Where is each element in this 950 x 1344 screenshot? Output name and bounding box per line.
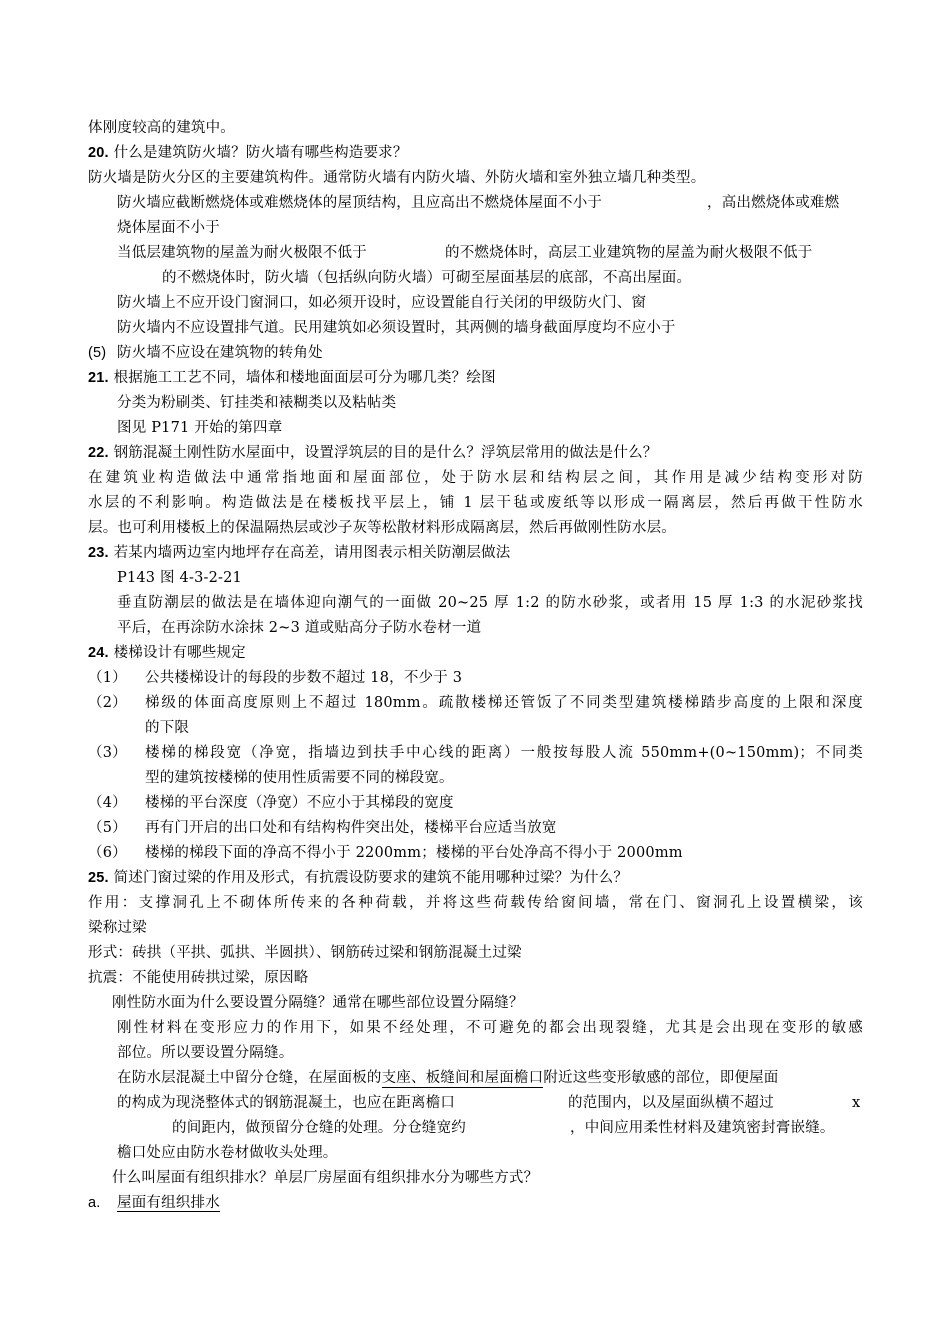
question-number: 21. (88, 370, 109, 386)
list-number: （4） (88, 795, 127, 811)
list-number (88, 1193, 101, 1213)
text-line: 防火墙上不应开设门窗洞口，如必须开设时，应设置能自行关闭的甲级防火门、窗 (117, 295, 647, 311)
list-number: (5) (88, 345, 107, 361)
text-line: 烧体屋面不小于 (117, 220, 220, 236)
text-line: 防火墙不应设在建筑物的转角处 (117, 345, 323, 361)
question-number: 20. (88, 145, 109, 161)
question-22 (88, 443, 657, 463)
list-number: （5） (88, 820, 127, 836)
list-item: 公共楼梯设计的每段的步数不超过 18，不少于 3 (145, 670, 463, 686)
text-segment: 在防水层混凝土中留分仓缝，在屋面板的 (117, 1070, 382, 1086)
list-item: 梯级的体面高度原则上不超过 180mm。疏散楼梯还管饭了不同类型建筑楼梯踏步高度的上限和深度 (145, 695, 863, 711)
list-number: （3） (88, 745, 127, 761)
text-line: 垂直防潮层的做法是在墙体迎向潮气的一面做 20~25 厚 1:2 的防水砂浆，或者用 15 厚 1:3 的水泥砂浆找 (117, 595, 863, 611)
question-24 (88, 643, 246, 663)
text-line: ，中间应用柔性材料及建筑密封膏嵌缝。 (570, 1120, 835, 1136)
question-number: 23. (88, 545, 109, 561)
question-text: 钢筋混凝土刚性防水屋面中，设置浮筑层的目的是什么？浮筑层常用的做法是什么？ (113, 445, 658, 461)
text-line: 体刚度较高的建筑中。 (88, 120, 235, 136)
question-number: 25. (88, 870, 109, 886)
text-line (117, 1068, 779, 1088)
list-number: （1） (88, 670, 127, 686)
underlined-text: 支座、板缝间和屋面檐口 (381, 1070, 544, 1086)
text-line: 当低层建筑物的屋盖为耐火极限不低于 (117, 245, 367, 261)
question-text: 根据施工工艺不同，墙体和楼地面面层可分为哪几类？绘图 (113, 370, 496, 386)
heading-line: 刚性防水面为什么要设置分隔缝？通常在哪些部位设置分隔缝？ (112, 995, 524, 1011)
text-line: 防火墙应截断燃烧体或难燃烧体的屋顶结构，且应高出不燃烧体屋面不小于 (117, 195, 603, 211)
text-line: 防火墙是防火分区的主要建筑构件。通常防火墙有内防火墙、外防火墙和室外独立墙几种类型。 (88, 170, 706, 186)
list-number: （2） (88, 695, 127, 711)
text-line: 的间距内，做预留分仓缝的处理。分仓缝宽约 (172, 1120, 466, 1136)
question-text: 若某内墙两边室内地坪存在高差，请用图表示相关防潮层做法 (113, 545, 511, 561)
text-line: P143 图 4-3-2-21 (117, 570, 242, 586)
text-line: 水层的不利影响。构造做法是在楼板找平层上，铺 1 层干毡或废纸等以形成一隔离层，然后再做干性防水 (88, 495, 863, 511)
text-line: 分类为粉刷类、钉挂类和裱糊类以及粘帖类 (117, 395, 397, 411)
question-text: 什么是建筑防火墙？防火墙有哪些构造要求？ (113, 145, 408, 161)
question-text: 简述门窗过梁的作用及形式，有抗震设防要求的建筑不能用哪种过梁？为什么？ (113, 870, 629, 886)
question-20 (88, 143, 408, 163)
list-item-continuation: 型的建筑按楼梯的使用性质需要不同的梯段宽。 (145, 770, 454, 786)
text-line: 在建筑业构造做法中通常指地面和屋面部位，处于防水层和结构层之间，其作用是减少结构变形对防 (88, 470, 863, 486)
list-item (117, 1193, 220, 1213)
heading-line: 什么叫屋面有组织排水？单层厂房屋面有组织排水分为哪些方式？ (112, 1170, 539, 1186)
text-line: 部位。所以要设置分隔缝。 (117, 1045, 294, 1061)
underlined-text: 屋面有组织排水 (117, 1195, 220, 1211)
list-number: （6） (88, 845, 127, 861)
text-line: 的范围内，以及屋面纵横不超过 (568, 1095, 774, 1111)
list-item: 楼梯的梯段宽（净宽，指墙边到扶手中心线的距离）一般按每股人流 550mm+(0~150mm)；不同类 (145, 745, 863, 761)
text-line: 层。也可利用楼板上的保温隔热层或沙子灰等松散材料形成隔离层，然后再做刚性防水层。 (88, 520, 676, 536)
text-segment: 附近这些变形敏感的部位，即便屋面 (543, 1070, 779, 1086)
list-item-continuation: 的下限 (145, 720, 190, 736)
text-line: 梁称过梁 (88, 920, 147, 936)
text-line: 刚性材料在变形应力的作用下，如果不经处理，不可避免的都会出现裂缝，尤其是会出现在变形的敏感 (117, 1020, 863, 1036)
question-23 (88, 543, 510, 563)
text-line: 平后，在再涂防水涂抹 2~3 道或贴高分子防水卷材一道 (117, 620, 482, 636)
text-line: 抗震：不能使用砖拱过梁，原因略 (88, 970, 309, 986)
list-item: 再有门开启的出口处和有结构构件突出处，楼梯平台应适当放宽 (145, 820, 557, 836)
text-line: 的构成为现浇整体式的钢筋混凝土，也应在距离檐口 (117, 1095, 456, 1111)
question-21 (88, 368, 496, 388)
question-number: 22. (88, 445, 109, 461)
text-line: x (852, 1095, 861, 1111)
list-item: 楼梯的平台深度（净宽）不应小于其梯段的宽度 (145, 795, 454, 811)
question-text: 楼梯设计有哪些规定 (113, 645, 246, 661)
text-line: 檐口处应由防水卷材做收头处理。 (117, 1145, 338, 1161)
text-line: 防火墙内不应设置排气道。民用建筑如必须设置时，其两侧的墙身截面厚度均不应小于 (117, 320, 676, 336)
question-25 (88, 868, 628, 888)
list-item (88, 343, 106, 363)
text-line: 形式：砖拱（平拱、弧拱、半圆拱）、钢筋砖过梁和钢筋混凝土过梁 (88, 945, 522, 961)
text-line: 图见 P171 开始的第四章 (117, 420, 283, 436)
text-line: ，高出燃烧体或难燃 (707, 195, 840, 211)
text-line: 作用：支撑洞孔上不砌体所传来的各种荷载，并将这些荷载传给窗间墙，常在门、窗洞孔上设置横梁，该 (88, 895, 863, 911)
text-line: 的不燃烧体时，防火墙（包括纵向防火墙）可砌至屋面基层的底部，不高出屋面。 (162, 270, 692, 286)
list-marker: a. (88, 1195, 101, 1211)
question-number: 24. (88, 645, 109, 661)
text-line: 的不燃烧体时，高层工业建筑物的屋盖为耐火极限不低于 (445, 245, 813, 261)
list-item: 楼梯的梯段下面的净高不得小于 2200mm；楼梯的平台处净高不得小于 2000mm (145, 845, 683, 861)
